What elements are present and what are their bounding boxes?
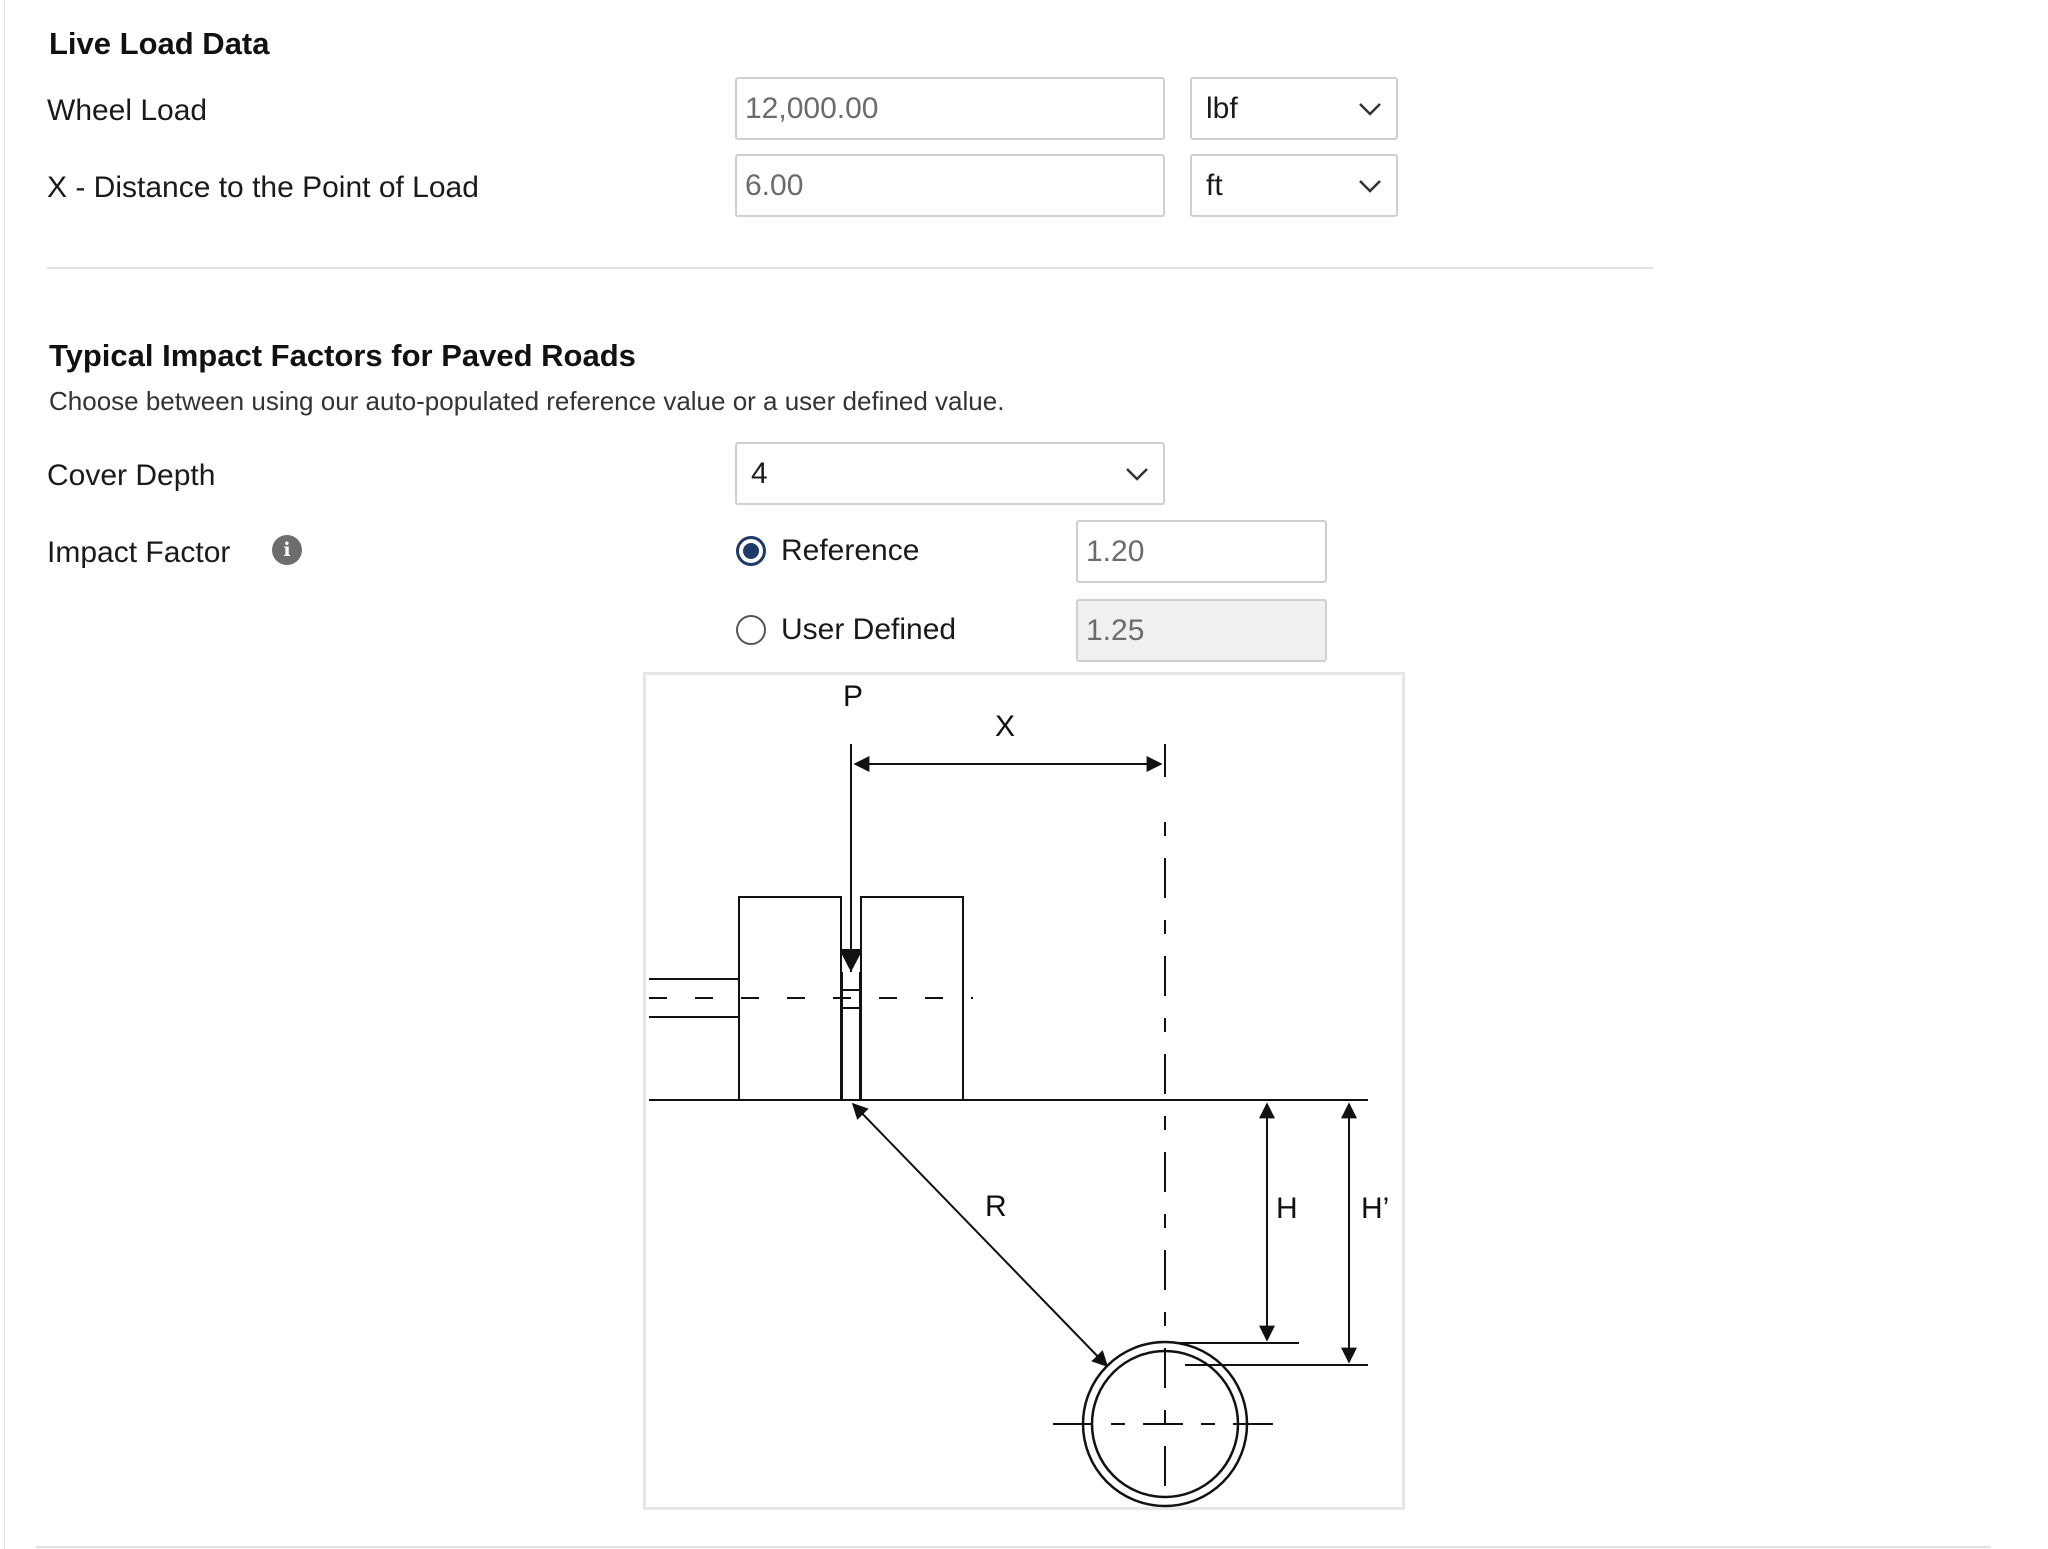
user-defined-label[interactable]: User Defined [781,613,957,646]
diagram-label-x: X [995,710,1016,743]
diagram-label-h-prime: H’ [1361,1192,1390,1225]
diagram-label-h: H [1276,1192,1298,1225]
cover-depth-value: 4 [751,456,768,490]
impact-factor-label: Impact Factor [47,536,231,569]
distance-unit-select[interactable] [1190,154,1398,217]
chevron-down-icon [1358,102,1382,116]
r-line [853,1104,1107,1366]
live-load-diagram [643,672,1405,1510]
chevron-down-icon [1125,467,1149,481]
user-defined-value-input[interactable] [1076,599,1327,662]
wheel-load-unit-select[interactable] [1190,77,1398,140]
distance-input[interactable] [735,154,1165,217]
diagram-label-r: R [985,1190,1007,1223]
impact-factors-subtitle: Choose between using our auto-populated reference value or a user defined value. [49,386,1005,416]
wheel-right [861,897,963,1100]
info-icon[interactable]: i [272,535,302,565]
distance-unit-value: ft [1206,168,1223,202]
impact-factors-title: Typical Impact Factors for Paved Roads [49,338,636,373]
distance-label: X - Distance to the Point of Load [47,171,479,204]
chevron-down-icon [1358,179,1382,193]
wheel-load-unit-value: lbf [1206,91,1238,125]
panel-left-border [4,0,5,1549]
cover-depth-select[interactable] [735,442,1165,505]
load-arrowhead [839,949,863,972]
wheel-load-label: Wheel Load [47,94,208,127]
reference-radio[interactable] [736,536,766,566]
cover-depth-label: Cover Depth [47,459,216,492]
panel-bottom-border [36,1546,1991,1548]
reference-value-input[interactable] [1076,520,1327,583]
live-load-title: Live Load Data [49,26,270,61]
diagram-label-p: P [843,680,864,713]
user-defined-radio[interactable] [736,615,766,645]
section-divider [47,267,1653,269]
wheel-load-input[interactable] [735,77,1165,140]
reference-label[interactable]: Reference [781,534,920,567]
